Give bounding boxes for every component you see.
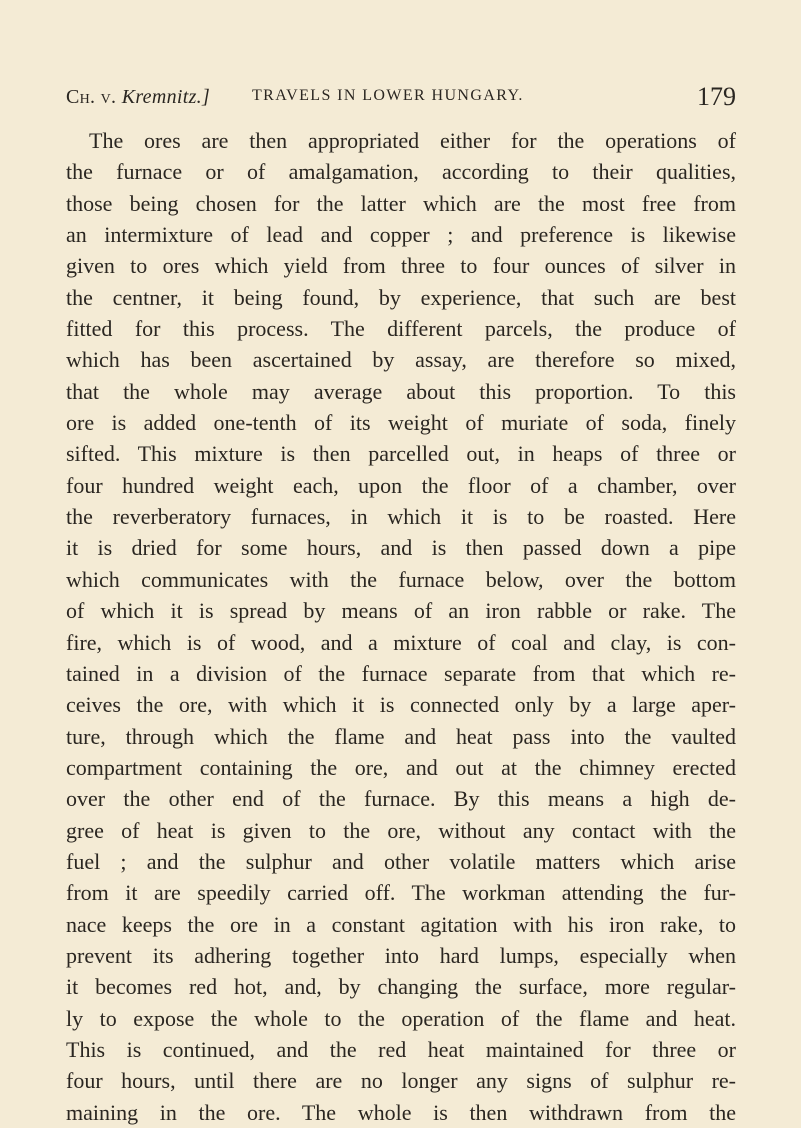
text-line: of which it is spread by means of an iron rabble or rake. The (66, 598, 736, 624)
running-head (66, 84, 736, 114)
text-line: four hours, until there are no longer any signs of sulphur re- (66, 1068, 736, 1094)
text-line: ore is added one-tenth of its weight of muriate of soda, finely (66, 410, 736, 436)
text-line: it is dried for some hours, and is then passed down a pipe (66, 535, 736, 561)
text-line: over the other end of the furnace. By this means a high de- (66, 786, 736, 812)
text-line: maining in the ore. The whole is then withdrawn from the (66, 1099, 736, 1125)
text-line: The ores are then appropriated either for the operations of (89, 128, 736, 153)
text-line: which has been ascertained by assay, are therefore so mixed, (66, 347, 736, 373)
text-line: This is continued, and the red heat maintained for three or (66, 1036, 736, 1062)
chapter-label: Ch. v. (66, 86, 117, 108)
body-paragraph (66, 125, 736, 1128)
text-line: the reverberatory furnaces, in which it is to be roasted. Here (66, 504, 736, 530)
text-line: the furnace or of amalgamation, according to their qualities, (66, 159, 736, 185)
text-line: those being chosen for the latter which are the most free from (66, 190, 736, 216)
page-number: 179 (697, 82, 736, 111)
text-line: nace keeps the ore in a constant agitation with his iron rake, to (66, 911, 736, 937)
text-line: given to ores which yield from three to four ounces of silver in (66, 253, 736, 279)
text-line: from it are speedily carried off. The workman attending the fur- (66, 880, 736, 906)
text-line: ture, through which the flame and heat pass into the vaulted (66, 723, 736, 749)
running-title: TRAVELS IN LOWER HUNGARY. (252, 87, 524, 104)
text-line: an intermixture of lead and copper ; and preference is likewise (66, 222, 736, 248)
text-line: fitted for this process. The different parcels, the produce of (66, 316, 736, 342)
text-line: ly to expose the whole to the operation of the flame and heat. (66, 1005, 736, 1031)
text-line: tained in a division of the furnace separate from that which re- (66, 660, 736, 686)
text-line: compartment containing the ore, and out at the chimney erected (66, 754, 736, 780)
text-line: fuel ; and the sulphur and other volatile matters which arise (66, 848, 736, 874)
text-line: which communicates with the furnace below, over the bottom (66, 566, 736, 592)
text-line: it becomes red hot, and, by changing the surface, more regular- (66, 974, 736, 1000)
text-line: that the whole may average about this proportion. To this (66, 378, 736, 404)
text-line: sifted. This mixture is then parcelled out, in heaps of three or (66, 441, 736, 467)
text-line: ceives the ore, with which it is connected only by a large aper- (66, 692, 736, 718)
text-line: four hundred weight each, upon the floor of a chamber, over (66, 472, 736, 498)
chapter-reference (66, 86, 210, 109)
text-line: the centner, it being found, by experience, that such are best (66, 284, 736, 310)
text-line: prevent its adhering together into hard lumps, especially when (66, 942, 736, 968)
text-line: gree of heat is given to the ore, without any contact with the (66, 817, 736, 843)
chapter-place: Kremnitz.] (121, 86, 211, 108)
text-line: fire, which is of wood, and a mixture of coal and clay, is con- (66, 629, 736, 655)
